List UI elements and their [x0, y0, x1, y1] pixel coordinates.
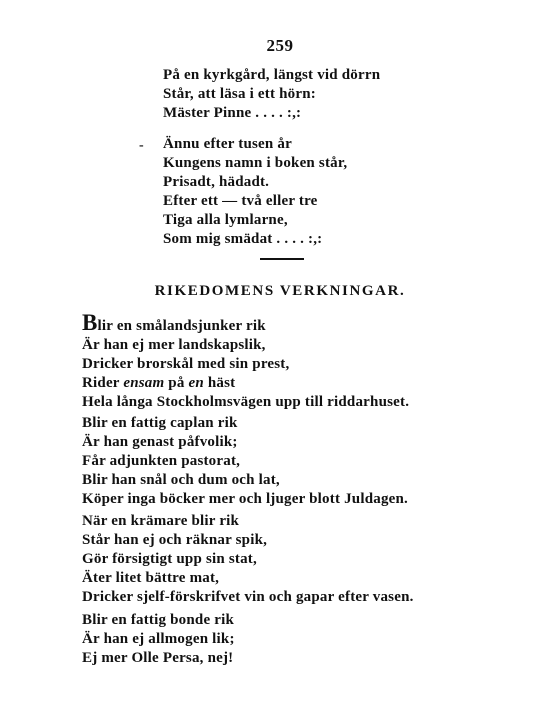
poem-line: Står, att läsa i ett hörn: — [163, 86, 316, 102]
poem-stanza-1 — [82, 310, 410, 412]
poem-stanza-4 — [82, 611, 235, 668]
poem-line: Dricker sjelf-förskrifvet vin och gapar efter vasen. — [82, 589, 414, 605]
poem-line: Mäster Pinne . . . . :,: — [163, 105, 302, 121]
poem-line: Hela långa Stockholmsvägen upp till riddarhuset. — [82, 394, 410, 410]
poem-line: Efter ett — två eller tre — [163, 193, 318, 209]
poem-line: Blir en fattig caplan rik — [82, 415, 238, 431]
poem-line: Är han genast påfvolik; — [82, 434, 238, 450]
poem-stanza-3 — [82, 512, 414, 607]
emphasis-text: ensam — [123, 375, 165, 391]
poem-line: Som mig smädat . . . . :,: — [163, 231, 323, 247]
poem-line: Ännu efter tusen år — [163, 136, 292, 152]
poem-line: Köper inga böcker mer och ljuger blott Juldagen. — [82, 491, 408, 507]
poem-line: Blir en fattig bonde rik — [82, 612, 235, 628]
poem-line: Kungens namn i boken står, — [163, 155, 348, 171]
poem-line: Prisadt, hädadt. — [163, 174, 270, 190]
poem-line: Är han ej mer landskapslik, — [82, 337, 266, 353]
poem-line-text: Rider — [82, 375, 124, 391]
poem-title: RIKEDOMENS VERKNINGAR. — [154, 283, 406, 299]
poem-line: Ej mer Olle Persa, nej! — [82, 650, 234, 666]
poem-line: Står han ej och räknar spik, — [82, 532, 268, 548]
poem-line-text: lir en smålandsjunker rik — [97, 318, 266, 334]
poem-stanza-2 — [82, 414, 408, 509]
emphasis-text: en — [188, 375, 204, 391]
poem-line — [82, 374, 409, 393]
poem-line: Tiga alla lymlarne, — [163, 212, 288, 228]
poem-line-text: på — [164, 375, 189, 391]
poem-line: Är han ej allmogen lik; — [82, 631, 235, 647]
intro-stanza-2 — [163, 135, 347, 249]
intro-stanza-1 — [163, 66, 380, 123]
poem-line: När en krämare blir rik — [82, 513, 240, 529]
poem-line: Äter litet bättre mat, — [82, 570, 220, 586]
poem-line — [82, 310, 409, 336]
poem-line: På en kyrkgård, längst vid dörrn — [163, 67, 381, 83]
poem-line: Får adjunkten pastorat, — [82, 453, 241, 469]
page-number: 259 — [266, 36, 294, 55]
poem-line-text: häst — [203, 375, 236, 391]
section-divider — [260, 258, 304, 260]
poem-line: Dricker brorskål med sin prest, — [82, 356, 290, 372]
margin-dash-mark: - — [139, 138, 144, 153]
poem-line: Gör försigtigt upp sin stat, — [82, 551, 257, 567]
poem-line: Blir han snål och dum och lat, — [82, 472, 280, 488]
drop-cap: B — [82, 310, 98, 335]
